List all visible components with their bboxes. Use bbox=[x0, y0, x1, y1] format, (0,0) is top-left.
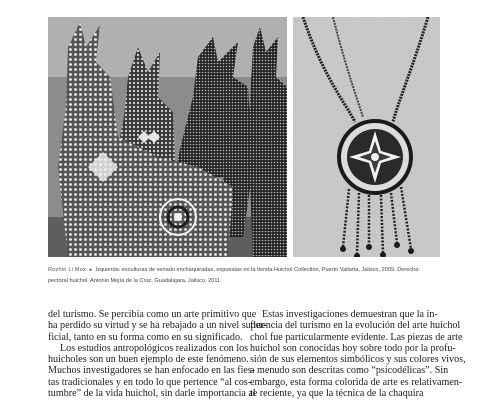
figure-photos bbox=[48, 17, 440, 257]
body-line: te reciente, ya que la técnica de la chaquira bbox=[250, 388, 424, 400]
body-line: ficial, tanto en su forma como en su significado. bbox=[48, 331, 243, 343]
body-line: a menudo son descritas como “psicodélicas”. Sin bbox=[250, 365, 449, 377]
body-line: ha perdido su virtud y se ha rebajado a un nivel super- bbox=[48, 320, 267, 332]
body-line: fluencia del turismo en la evolución del arte huichol bbox=[250, 320, 461, 332]
pectoral-illustration bbox=[293, 17, 440, 257]
caption-line-2: pectoral huichol. Antonio Mejía de la Cruz, Guadalajara, Jalisco, 2011. bbox=[48, 278, 222, 284]
caption-line-1: Izquierda: esculturas de venado enchaquiradas, expuestas en la tienda Huichol Collection, Puerto Vallarta, Jalisco, 2009. Derecha: bbox=[95, 267, 420, 273]
body-line: tumbre” de la vida huichol, sin darle importancia al bbox=[48, 388, 256, 400]
body-line: tas tradicionales y en todo lo que pertence “al cos- bbox=[48, 376, 252, 388]
photo-beaded-deer bbox=[48, 17, 287, 257]
body-line: chol fue particularmente evidente. Las piezas de arte bbox=[250, 331, 463, 343]
body-line: embargo, esta forma colorida de arte es relativamen- bbox=[250, 376, 463, 388]
deer-sculptures-illustration bbox=[48, 17, 287, 257]
paragraph-start-line: Los estudios antropológicos realizados con los bbox=[60, 342, 249, 354]
body-line: huichol son conocidas hoy sobre todo por la profu- bbox=[250, 342, 456, 354]
body-column-left bbox=[48, 309, 267, 400]
body-line: huicholes son un buen ejemplo de este fenómeno. bbox=[48, 354, 249, 366]
figure-caption bbox=[48, 265, 442, 287]
body-column-right bbox=[250, 309, 466, 400]
paragraph-start-line: Estas investigaciones demuestran que la in- bbox=[262, 309, 438, 320]
photo-beaded-pectoral bbox=[293, 17, 440, 257]
caption-separator: ▸ bbox=[89, 267, 93, 273]
photo-credit: Rozhin Li Mox bbox=[48, 267, 87, 273]
body-line: sión de sus elementos simbólicos y sus colores vivos, bbox=[250, 354, 466, 366]
body-line: Muchos investigadores se han enfocado en las fies- bbox=[48, 365, 256, 377]
body-line: del turismo. Se percibía como un arte primitivo que bbox=[48, 309, 257, 320]
